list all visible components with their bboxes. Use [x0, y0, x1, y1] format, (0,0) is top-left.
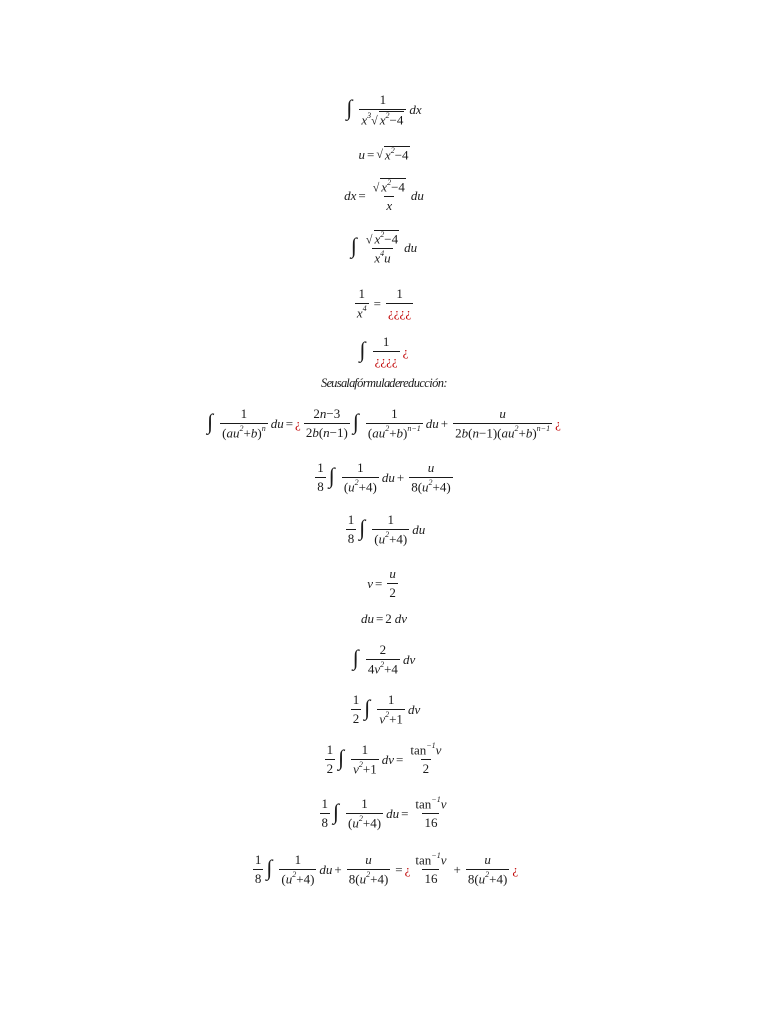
equation-dx: dx = $\frac{√ x^2-4}{x}$ du — [344, 178, 424, 214]
equation-x4-identity: $\frac{1}{x^4}$ = $\frac{1}{¿¿¿¿}$ — [356, 286, 412, 321]
equation-arctan-u: $\frac{1}{8}$ ∫ $\frac{1}{(u^2+4)}$ du = $\frac{\tan^{-1}v}{16}$ — [321, 795, 447, 831]
equation-remaining-integral: $\frac{1}{8}$ ∫ $\frac{1}{(u^2+4)}$ du — [347, 512, 426, 547]
equation-integral-broken: ∫ $\frac{1}{¿¿¿¿}$ ¿ — [359, 334, 409, 368]
equation-du: du = 2 dv — [360, 611, 408, 626]
equation-substitution-u: u = √ $x^2-4$ — [358, 146, 409, 163]
equation-reduction-formula: ∫ $\frac{1}{(au^2+b)^n}$ du = ¿ $\frac{2n-3}{2b(n-1)}$ ∫ $\frac{1}{(au^2+b)^{n-1}}$ du + $\frac{u}{2b(n-1)(au^2+b)^{n-1}}$ ¿ — [207, 406, 561, 441]
equation-integral-substituted: ∫ $\frac{√ x^2-4}{x^4u}$ du — [350, 230, 418, 266]
equation-integral-v: ∫ $\frac{2}{4v^2+4}$ dv — [352, 642, 416, 677]
equation-substitution-v: v = $\frac{u}{2}$ — [367, 566, 396, 600]
equation-integral-original: ∫ $\frac{1}{x^3√ x^2-4}$ dx — [346, 92, 422, 128]
equation-integral-v-simplified: $\frac{1}{2}$ ∫ $\frac{1}{v^2+1}$ dv — [352, 692, 421, 727]
equation-final-result: $\frac{1}{8}$ ∫ $\frac{1}{(u^2+4)}$ du + $\frac{u}{8(u^2+4)}$ = ¿ $\frac{\tan^{-1}v}{16}$ + $\frac{u}{8(u^2+4)}$ ¿ — [254, 851, 519, 887]
equation-reduction-applied: $\frac{1}{8}$ ∫ $\frac{1}{(u^2+4)}$ du + $\frac{u}{8(u^2+4)}$ — [317, 460, 451, 495]
reduction-formula-note: Se usa la fórmula de reducción: — [321, 376, 447, 390]
equation-arctan-v: $\frac{1}{2}$ ∫ $\frac{1}{v^2+1}$ dv = $\frac{\tan^{-1}v}{2}$ — [326, 741, 442, 777]
